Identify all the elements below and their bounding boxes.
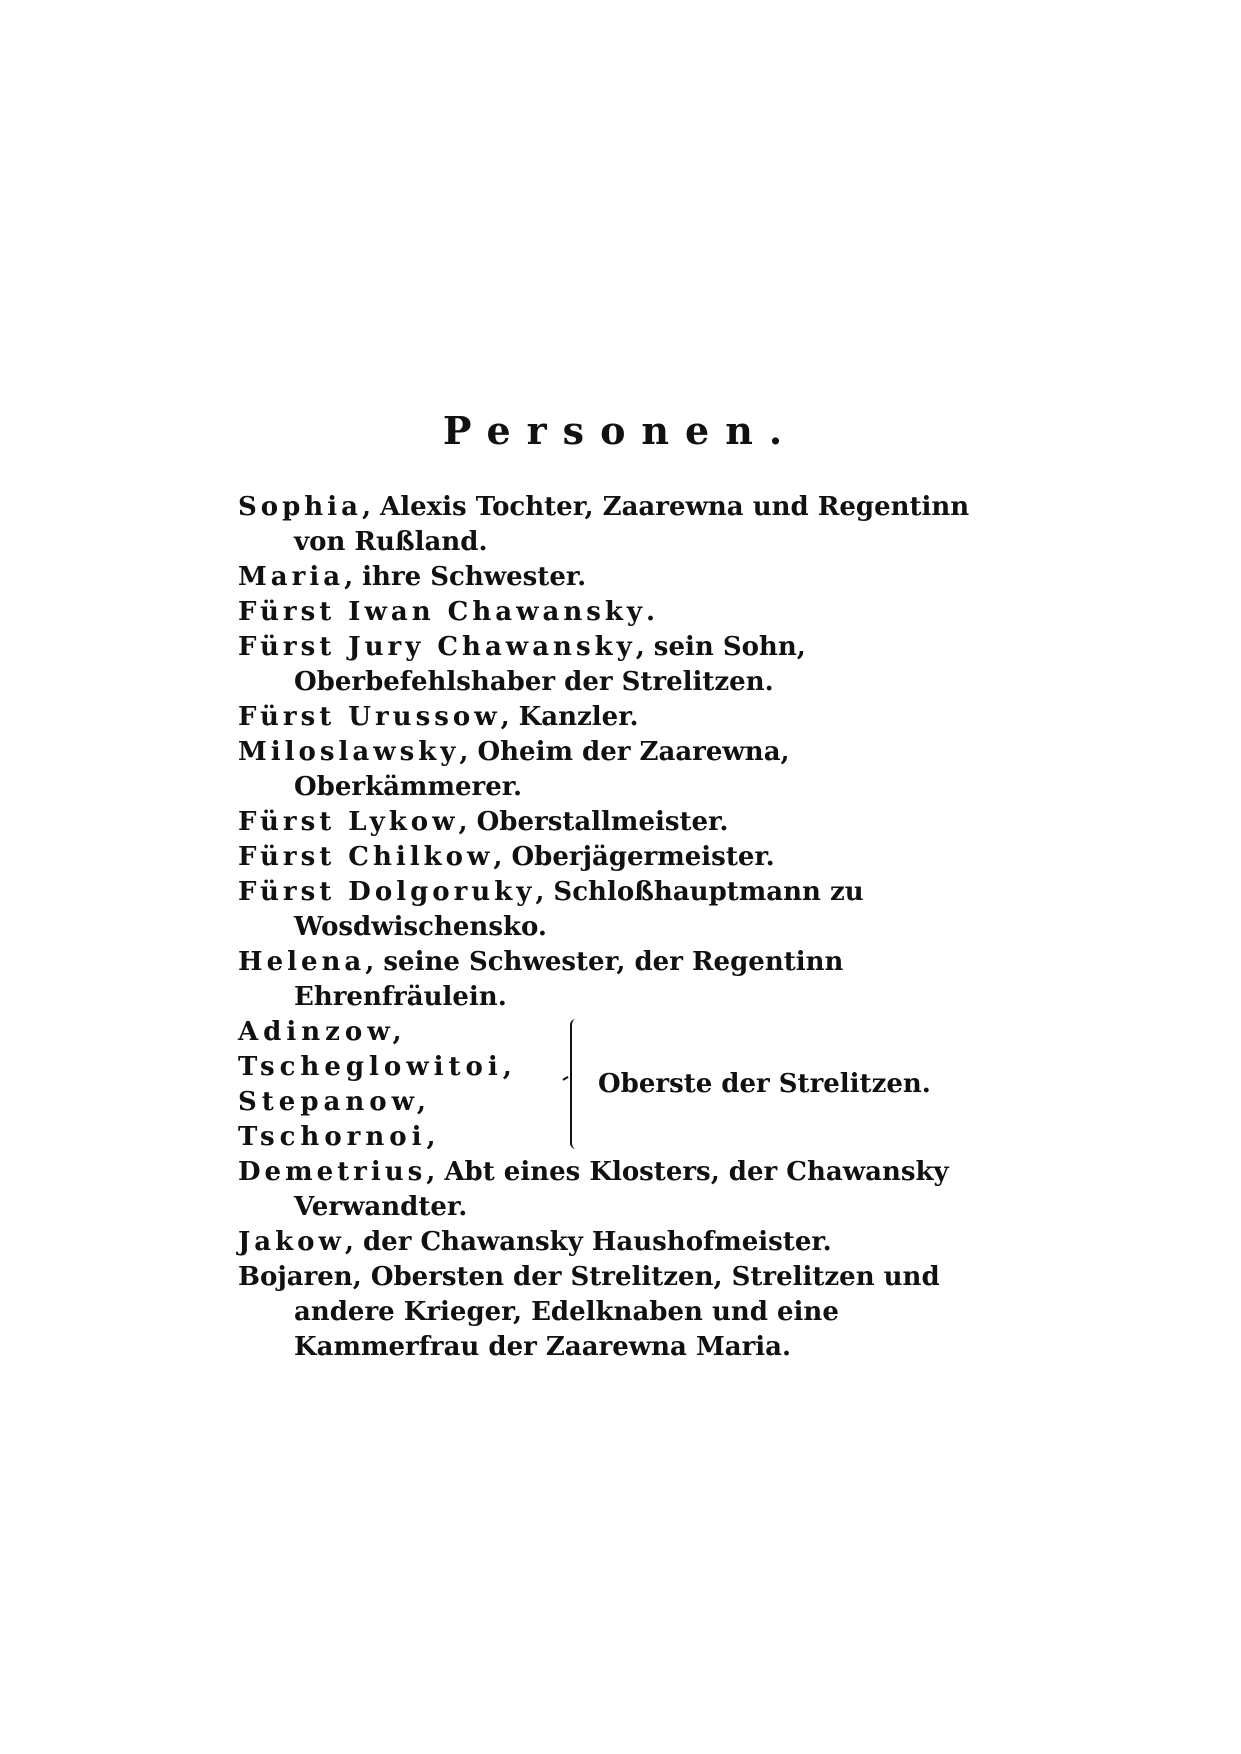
cast-entry: [238, 840, 1008, 875]
cast-description: , Schloßhauptmann zu Wosdwischensko.: [294, 877, 864, 942]
cast-entry: [238, 805, 1008, 840]
cast-entry: [238, 875, 1008, 945]
cast-name: Fürst Lykow: [238, 807, 459, 837]
cast-entry: [238, 490, 1008, 560]
cast-name: Miloslawsky: [238, 737, 460, 767]
cast-name: Fürst Iwan Chawansky: [238, 597, 646, 627]
cast-description: , sein Sohn, Oberbefehlshaber der Strelitzen.: [294, 632, 806, 697]
group-member: Stepanow,: [238, 1087, 431, 1117]
cast-entry: [238, 945, 1008, 1015]
cast-entry: [238, 595, 1008, 630]
cast-name: Fürst Chilkow: [238, 842, 494, 872]
cast-entry: [238, 735, 1008, 805]
cast-entry: [238, 630, 1008, 700]
page-title: Personen.: [442, 408, 799, 453]
cast-description: .: [645, 597, 656, 627]
cast-name: Maria: [238, 562, 345, 592]
cast-description: , Oberstallmeister.: [458, 807, 729, 837]
cast-name: Fürst Urussow: [238, 702, 501, 732]
cast-name: Fürst Jury Chawansky: [238, 632, 636, 662]
cast-entry: [238, 700, 1008, 735]
cast-name: Fürst Dolgoruky: [238, 877, 536, 907]
cast-name: Sophia: [238, 492, 362, 522]
cast-description: , Oberjägermeister.: [493, 842, 775, 872]
group-member: Tscheglowitoi,: [238, 1052, 517, 1082]
group-member: Tschornoi,: [238, 1122, 441, 1152]
cast-description: , Abt eines Klosters, der Chawansky Verwandter.: [294, 1157, 949, 1222]
group-member: Adinzow,: [238, 1017, 407, 1047]
cast-entry: [238, 1260, 1008, 1365]
cast-entry: [238, 560, 1008, 595]
cast-entry: [238, 1225, 1008, 1260]
group-role: Oberste der Strelitzen.: [598, 1069, 931, 1099]
cast-list: [238, 490, 1008, 1365]
cast-name: Demetrius: [238, 1157, 427, 1187]
cast-description: , seine Schwester, der Regentinn Ehrenfräulein.: [294, 947, 844, 1012]
strelitzen-officers-group: [238, 1015, 1008, 1155]
cast-name: Jakow: [238, 1227, 345, 1257]
cast-description: , ihre Schwester.: [344, 562, 587, 592]
cast-name: Helena: [238, 947, 366, 977]
cast-description: , Kanzler.: [500, 702, 639, 732]
cast-description: Bojaren, Obersten der Strelitzen, Strelitzen und andere Krieger, Edelknaben und eine Kammerfrau der Zaarewna Maria.: [238, 1262, 940, 1362]
brace-bracket: [570, 1019, 580, 1149]
cast-description: , Alexis Tochter, Zaarewna und Regentinn von Rußland.: [294, 492, 970, 557]
cast-description: , der Chawansky Haushofmeister.: [344, 1227, 832, 1257]
cast-entry: [238, 1155, 1008, 1225]
cast-description: , Oheim der Zaarewna, Oberkämmerer.: [294, 737, 790, 802]
